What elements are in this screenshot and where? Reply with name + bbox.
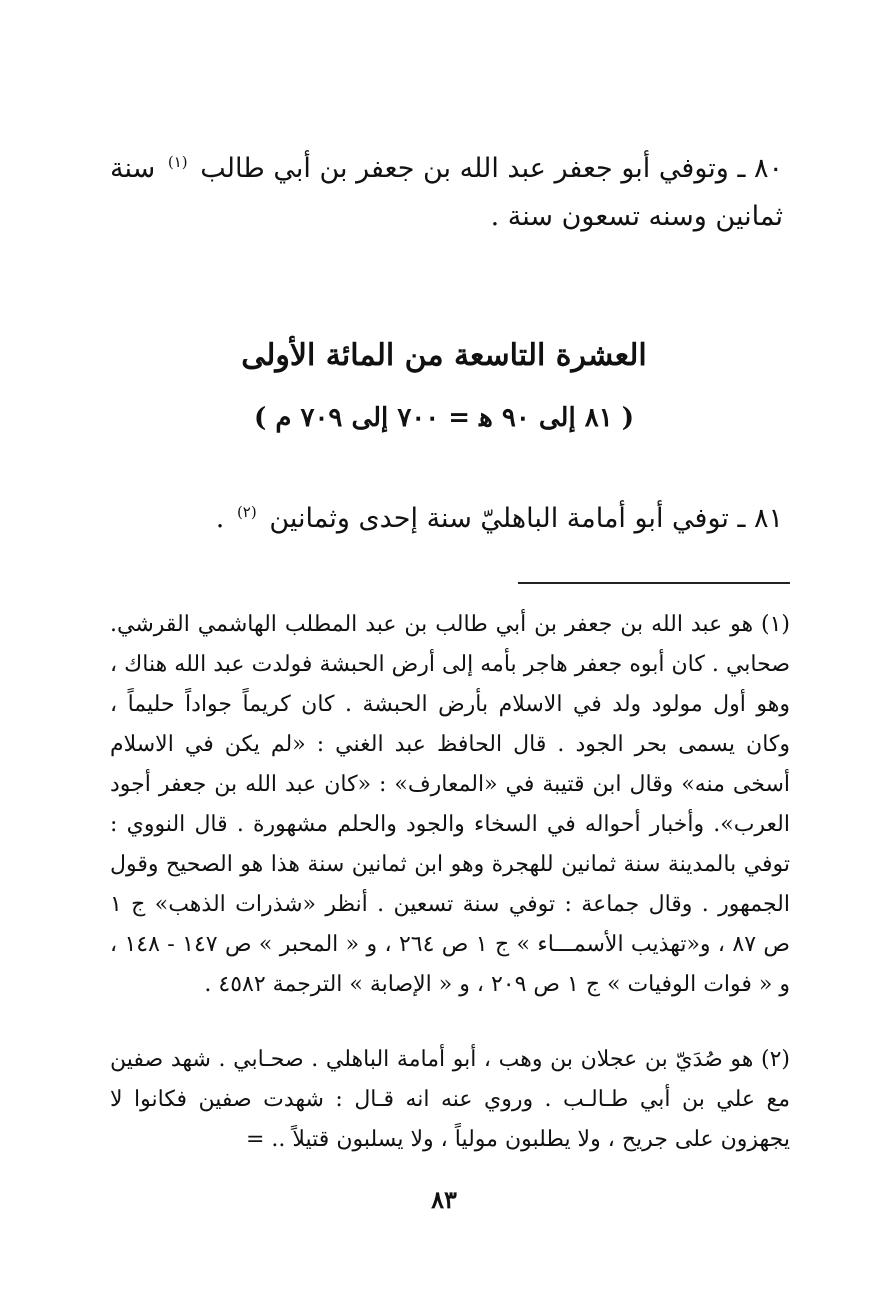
section-date-range: ( ٨١ إلى ٩٠ ﻫ = ٧٠٠ إلى ٧٠٩ م ) <box>253 403 635 433</box>
section-title: العشرة التاسعة من المائة الأولى <box>241 338 647 373</box>
footnote-divider <box>518 582 790 584</box>
entry-81 <box>150 495 783 543</box>
entry-81-text-cont: . <box>215 503 225 534</box>
footnote-1: (١) هو عبد الله بن جعفر بن أبي طالب بن عبد المطلب الهاشمي القرشي. صحابي . كان أبوه جعفر هاجر بأمه إلى أرض الحبشة فولدت عبد الله هناك ، وهو أول مولود ولد في الاسلام بأرض الحبشة . كان كريماً جواداً حليماً ، وكان يسمى بحر الجود . قال الحافظ عبد الغني : «لم يكن في الاسلام أسخى منه» وقال ابن قتيبة في «المعارف» : «كان عبد الله بن جعفر أجود العرب». وأخبار أحواله في السخاء والجود والحلم مشهورة . قال النووي : توفي بالمدينة سنة ثمانين للهجرة وهو ابن ثمانين سنة هذا هو الصحيح وقول الجمهور . وقال جماعة : توفي سنة تسعين . أنظر «شذرات الذهب» ج ١ ص ٨٧ ، و«تهذيب الأسمـــاء » ج ١ ص ٢٦٤ ، و « المحبر » ص ١٤٧ - ١٤٨ ، و « فوات الوفيات » ج ١ ص ٢٠٩ ، و « الإصابة » الترجمة ٤٥٨٢ . <box>110 612 791 997</box>
page-number: ٨٣ <box>431 1185 457 1214</box>
footnote-ref-1: (١) <box>167 153 188 171</box>
entry-80-text-cont: سنة ثمانين وسنه تسعون سنة . <box>110 153 783 232</box>
entry-80-text: ٨٠ ـ وتوفي أبو جعفر عبد الله بن جعفر بن أبي طالب <box>200 153 783 184</box>
footnote-2: (٢) هو صُدَيّ بن عجلان بن وهب ، أبو أمامة الباهلي . صحـابي . شهد صفين مع علي بن أبي طـالـب . وروي عنه انه قـال : شهدت صفين فكانوا لا يجهزون على جريح ، ولا يطلبون مولياً ، ولا يسلبون قتيلاً .. = <box>110 1047 790 1152</box>
entry-80 <box>110 145 783 241</box>
entry-81-text: ٨١ ـ توفي أبو أمامة الباهليّ سنة إحدى وثمانين <box>269 503 783 534</box>
footnote-ref-2: (٢) <box>236 503 257 521</box>
